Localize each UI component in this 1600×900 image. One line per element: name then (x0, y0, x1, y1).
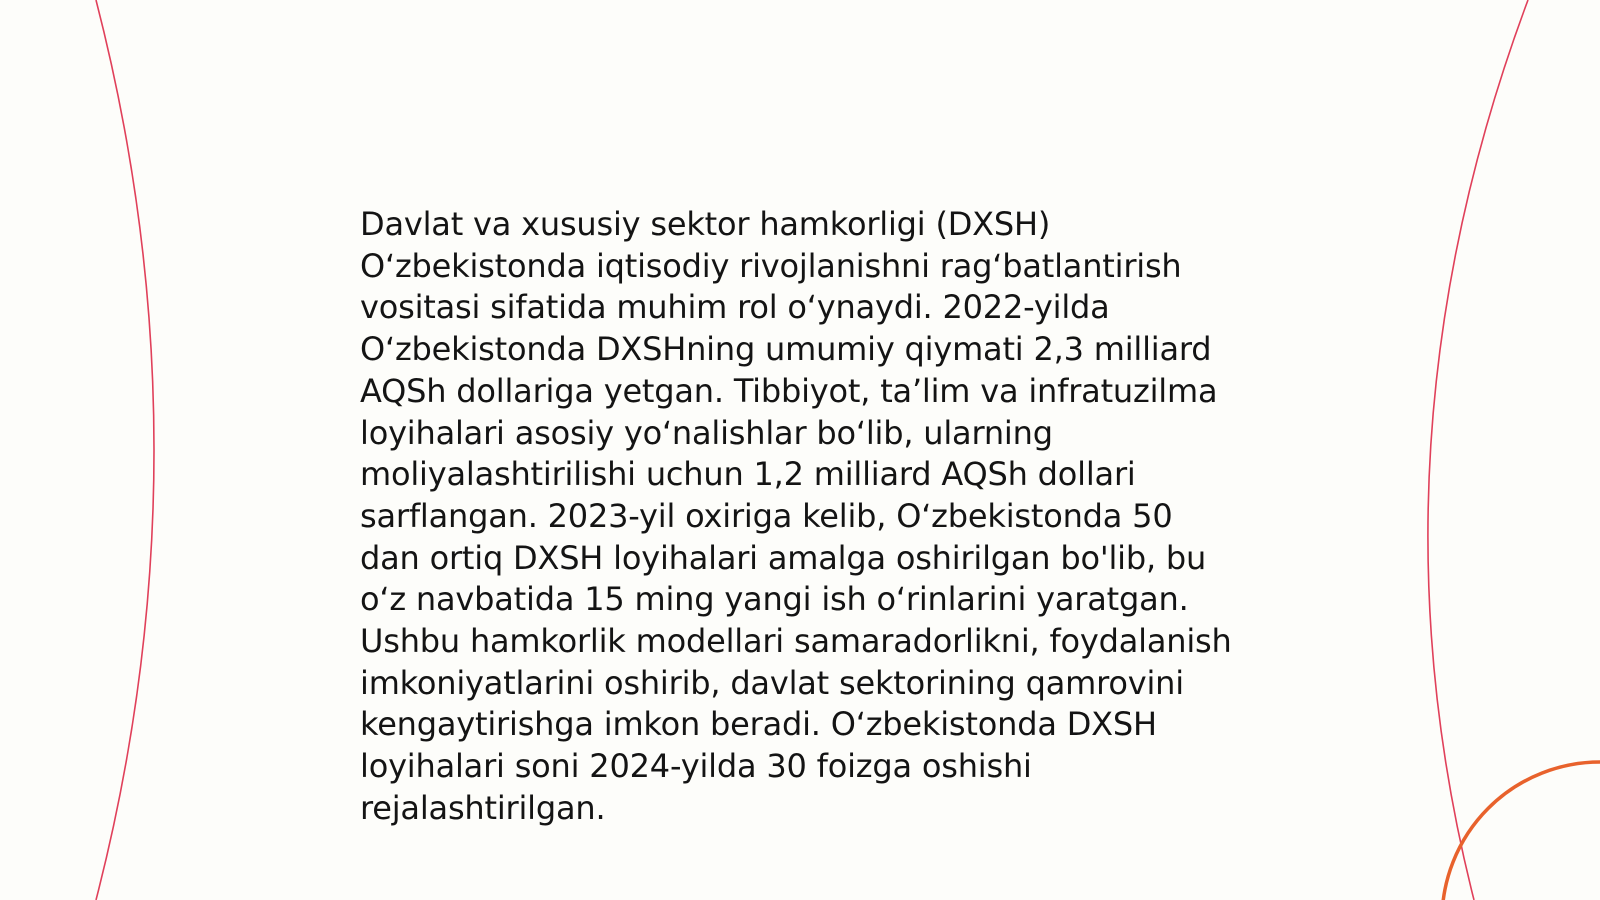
right-arc-line (1428, 0, 1528, 900)
left-arc-line (96, 0, 154, 900)
slide-paragraph: Davlat va xususiy sektor hamkorligi (DXSH) O‘zbekistonda iqtisodiy rivojlanishni rag‘batlantirish vositasi sifatida muhim rol o‘ynaydi. 2022-yilda O‘zbekistonda DXSHning umumiy qiymati 2,3 milliard AQSh dollariga yetgan. Tibbiyot, ta’lim va infratuzilma loyihalari asosiy yo‘nalishlar bo‘lib, ularning moliyalashtirilishi uchun 1,2 milliard AQSh dollari sarflangan. 2023-yil oxiriga kelib, O‘zbekistonda 50 dan ortiq DXSH loyihalari amalga oshirilgan bo'lib, bu o‘z navbatida 15 ming yangi ish o‘rinlarini yaratgan. Ushbu hamkorlik modellari samaradorlikni, foydalanish imkoniyatlarini oshirib, davlat sektorining qamrovini kengaytirishga imkon beradi. O‘zbekistonda DXSH loyihalari soni 2024-yilda 30 foizga oshishi rejalashtirilgan. (360, 205, 1232, 827)
orange-circle-outline (1442, 762, 1600, 900)
